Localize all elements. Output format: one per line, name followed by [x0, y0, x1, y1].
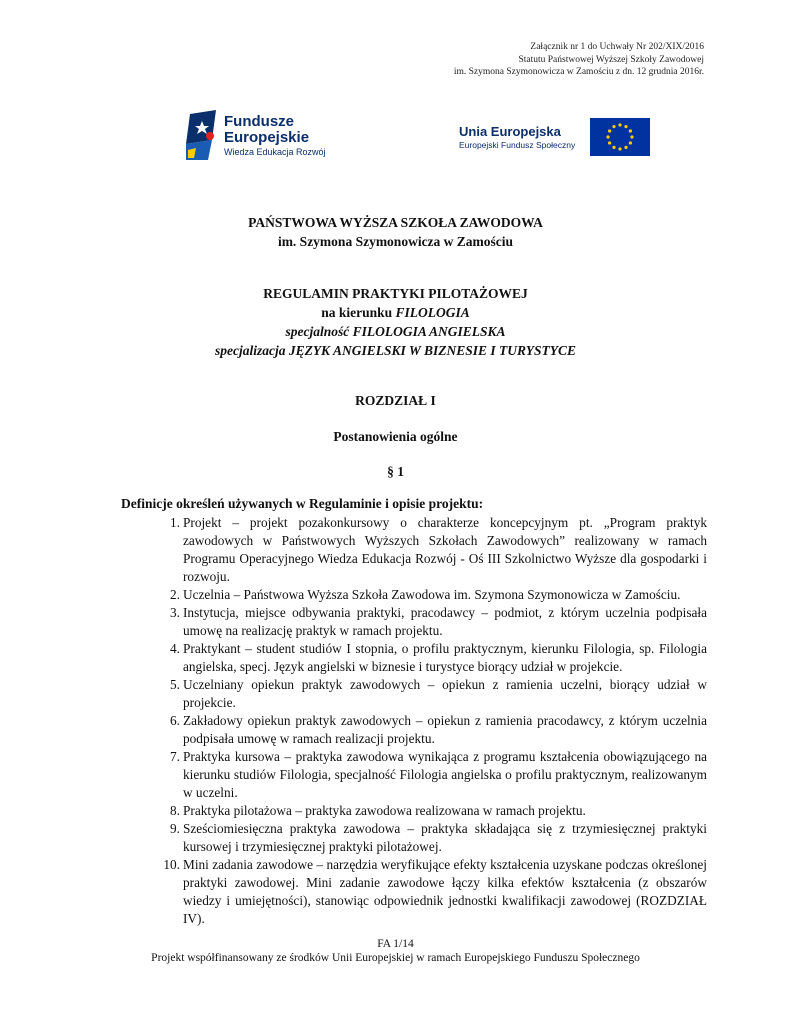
list-item-number: 3. — [170, 605, 180, 620]
list-item — [163, 856, 707, 928]
annex-line-1: Załącznik nr 1 do Uchwały Nr 202/XIX/2016 — [530, 42, 704, 52]
title-line-1: REGULAMIN PRAKTYKI PILOTAŻOWEJ — [263, 286, 528, 301]
list-item-text: Uczelnia – Państwowa Wyższa Szkoła Zawodowa im. Szymona Szymonowicza w Zamościu. — [183, 587, 681, 602]
list-item — [170, 712, 707, 748]
list-item-text: Projekt – projekt pozakonkursowy o charakterze koncepcyjnym pt. „Program praktyk zawodowych w Państwowych Wyższych Szkołach Zawodowych” realizowany w ramach Programu Operacyjnego Wiedza Edukacja Rozwój - Oś III Szkolnictwo Wyższe dla gospodarki i rozwoju. — [183, 515, 707, 584]
fe-logo-line-1: Fundusze — [224, 113, 294, 130]
list-item-text: Instytucja, miejsce odbywania praktyki, pracodawcy – podmiot, z którym uczelnia podpisała umowę na realizację praktyk w ramach projektu. — [183, 605, 707, 638]
ue-logo-line-1: Unia Europejska — [459, 124, 561, 139]
list-item-number: 6. — [170, 713, 180, 728]
chapter-title: Postanowienia ogólne — [333, 429, 458, 444]
unia-europejska-logo — [459, 118, 651, 158]
cofinancing-note: Projekt współfinansowany ze środków Unii Europejskiej w ramach Europejskiego Funduszu Społecznego — [151, 952, 640, 964]
list-item — [170, 676, 707, 712]
ue-logo-line-2: Europejski Fundusz Społeczny — [459, 140, 576, 150]
institution-line-2: im. Szymona Szymonowicza w Zamościu — [277, 234, 514, 249]
fundusze-europejskie-logo — [186, 110, 336, 160]
list-item-number: 1. — [170, 515, 180, 530]
list-item-number: 8. — [170, 803, 180, 818]
list-item-text: Praktyka pilotażowa – praktyka zawodowa realizowana w ramach projektu. — [183, 803, 586, 818]
annex-line-2: Statutu Państwowej Wyższej Szkoły Zawodowej — [518, 54, 704, 65]
list-item — [170, 514, 707, 586]
list-item-text: Sześciomiesięczna praktyka zawodowa – praktyka składająca się z trzymiesięcznej praktyki kursowej i trzymiesięcznej praktyki pilotażowej. — [183, 821, 707, 854]
list-item — [170, 604, 707, 640]
list-item-number: 7. — [170, 749, 180, 764]
list-item-text: Praktykant – student studiów I stopnia, o profilu praktycznym, kierunku Filologia, sp. Filologia angielska, specj. Język angielski w biznesie i turystyce biorący udział w projekcie. — [183, 641, 707, 674]
list-item-number: 10. — [163, 857, 180, 872]
list-item-number: 9. — [170, 821, 180, 836]
fe-logo-line-2: Europejskie — [224, 129, 310, 146]
list-item — [170, 748, 707, 802]
fe-logo-line-3: Wiedza Edukacja Rozwój — [224, 147, 326, 157]
eu-flag-icon — [590, 118, 650, 156]
title-line-4: specjalizacja JĘZYK ANGIELSKI W BIZNESIE I TURYSTYCE — [214, 343, 577, 358]
institution-line-1: PAŃSTWOWA WYŻSZA SZKOŁA ZAWODOWA — [248, 215, 543, 230]
institution-name — [0, 213, 791, 251]
title-field-name: FILOLOGIA — [395, 305, 470, 320]
document-title — [0, 284, 791, 360]
header-annex-note — [454, 41, 704, 79]
list-item-number: 4. — [170, 641, 180, 656]
list-item — [170, 640, 707, 676]
definitions-title: Definicje określeń używanych w Regulaminie i opisie projektu: — [121, 496, 484, 511]
list-item-text: Uczelniany opiekun praktyk zawodowych – opiekun z ramienia uczelni, biorący udział w projekcie. — [183, 677, 707, 710]
annex-line-3: im. Szymona Szymonowicza w Zamościu z dn. 12 grudnia 2016r. — [453, 67, 704, 77]
paragraph-sign: § 1 — [387, 464, 404, 479]
list-item-text: Zakładowy opiekun praktyk zawodowych – opiekun z ramienia pracodawcy, z którym uczelnia podpisała umowę w ramach realizacji projektu. — [183, 713, 707, 746]
list-item — [170, 820, 707, 856]
title-line-2: na kierunku FILOLOGIA — [321, 305, 470, 320]
chapter-heading: ROZDZIAŁ I — [355, 393, 436, 408]
list-item-number: 5. — [170, 677, 180, 692]
list-item-number: 2. — [170, 587, 180, 602]
page-number: FA 1/14 — [377, 938, 414, 950]
definitions-list — [163, 514, 707, 928]
list-item — [170, 802, 707, 820]
fe-star-emblem-icon — [186, 110, 220, 160]
list-item-text: Praktyka kursowa – praktyka zawodowa wynikająca z programu kształcenia obowiązującego na kierunku studiów Filologia, specjalność Filologia angielska o profilu praktycznym, realizowanym w uczelni. — [183, 749, 707, 800]
list-item — [170, 586, 707, 604]
list-item-text: Mini zadania zawodowe – narzędzia weryfikujące efekty kształcenia uzyskane podczas określonej praktyki zawodowej. Mini zadanie zawodowe łączy kilka efektów kształcenia (z obszarów wiedzy i umiejętności), stanowiąc odpowiednik jednostki kwalifikacji zawodowej (ROZDZIAŁ IV). — [183, 857, 707, 926]
title-line-3: specjalność FILOLOGIA ANGIELSKA — [285, 324, 506, 339]
